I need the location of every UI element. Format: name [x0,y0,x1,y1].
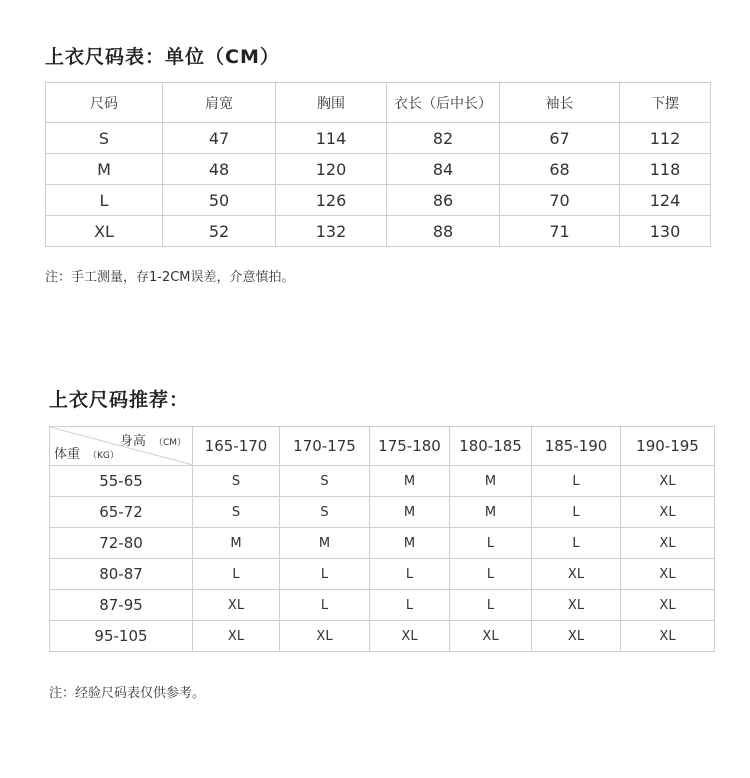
table-cell: 118 [620,154,711,185]
height-range-cell: 180-185 [450,427,532,466]
weight-axis-label: 体重 （KG） [54,447,119,462]
table-cell: 82 [387,123,500,154]
size-cell: M [280,528,370,559]
size-cell: XL [532,621,621,652]
height-range-cell: 170-175 [280,427,370,466]
table-row [46,185,711,216]
header-cell: 衣长（后中长） [387,83,500,123]
size-cell: L [280,590,370,621]
size-cell: XL [621,466,715,497]
table-cell: 67 [500,123,620,154]
header-cell: 袖长 [500,83,620,123]
table-cell: M [46,154,163,185]
height-range-cell: 190-195 [621,427,715,466]
size-cell: M [450,466,532,497]
header-cell: 肩宽 [163,83,276,123]
header-cell: 胸围 [276,83,387,123]
table-cell: 48 [163,154,276,185]
recommend-title: 上衣尺码推荐： [49,389,190,411]
table-cell: 68 [500,154,620,185]
size-cell: L [532,497,621,528]
weight-range-cell: 95-105 [50,621,193,652]
size-chart-note: 注：手工测量，存1-2CM误差，介意慎拍。 [45,270,295,285]
table-cell: 130 [620,216,711,247]
size-cell: XL [621,559,715,590]
recommend-header-row [50,427,715,466]
table-cell: 114 [276,123,387,154]
size-recommend-table [49,426,715,652]
table-cell: 132 [276,216,387,247]
table-cell: 112 [620,123,711,154]
table-row [50,528,715,559]
size-cell: S [193,497,280,528]
table-row [50,590,715,621]
size-chart-title: 上衣尺码表：单位（CM） [45,46,280,68]
table-cell: XL [46,216,163,247]
table-cell: 71 [500,216,620,247]
height-axis-label: 身高 （CM） [119,434,186,449]
corner-cell [50,427,193,466]
table-cell: 47 [163,123,276,154]
size-cell: L [193,559,280,590]
table-row [46,154,711,185]
height-range-cell: 175-180 [370,427,450,466]
table-cell: 88 [387,216,500,247]
table-cell: 124 [620,185,711,216]
weight-range-cell: 80-87 [50,559,193,590]
table-row [50,559,715,590]
size-cell: XL [193,621,280,652]
table-cell: 84 [387,154,500,185]
header-cell: 尺码 [46,83,163,123]
header-cell: 下摆 [620,83,711,123]
size-cell: M [193,528,280,559]
size-cell: XL [621,497,715,528]
size-chart-header-row [46,83,711,123]
height-range-cell: 185-190 [532,427,621,466]
table-cell: 126 [276,185,387,216]
table-cell: L [46,185,163,216]
table-row [50,621,715,652]
weight-range-cell: 72-80 [50,528,193,559]
size-cell: XL [280,621,370,652]
weight-unit: （KG） [88,451,119,461]
size-cell: XL [532,559,621,590]
size-cell: XL [621,590,715,621]
table-cell: 50 [163,185,276,216]
size-cell: L [532,528,621,559]
weight-range-cell: 55-65 [50,466,193,497]
table-row [50,466,715,497]
size-cell: L [450,559,532,590]
size-cell: XL [450,621,532,652]
table-row [46,123,711,154]
size-cell: XL [532,590,621,621]
height-range-cell: 165-170 [193,427,280,466]
table-row [46,216,711,247]
size-cell: M [370,528,450,559]
size-cell: XL [621,528,715,559]
size-cell: L [532,466,621,497]
table-cell: S [46,123,163,154]
table-cell: 52 [163,216,276,247]
size-cell: M [370,466,450,497]
weight-range-cell: 87-95 [50,590,193,621]
size-cell: S [193,466,280,497]
size-cell: L [370,590,450,621]
weight-range-cell: 65-72 [50,497,193,528]
size-chart-table [45,82,711,247]
size-cell: S [280,497,370,528]
size-cell: XL [621,621,715,652]
table-row [50,497,715,528]
size-cell: XL [193,590,280,621]
size-cell: M [450,497,532,528]
size-cell: L [280,559,370,590]
size-cell: M [370,497,450,528]
table-cell: 70 [500,185,620,216]
recommend-note: 注：经验尺码表仅供参考。 [49,686,206,701]
table-cell: 120 [276,154,387,185]
size-cell: L [370,559,450,590]
size-cell: L [450,590,532,621]
size-cell: S [280,466,370,497]
table-cell: 86 [387,185,500,216]
height-unit: （CM） [153,438,186,448]
size-cell: L [450,528,532,559]
size-cell: XL [370,621,450,652]
